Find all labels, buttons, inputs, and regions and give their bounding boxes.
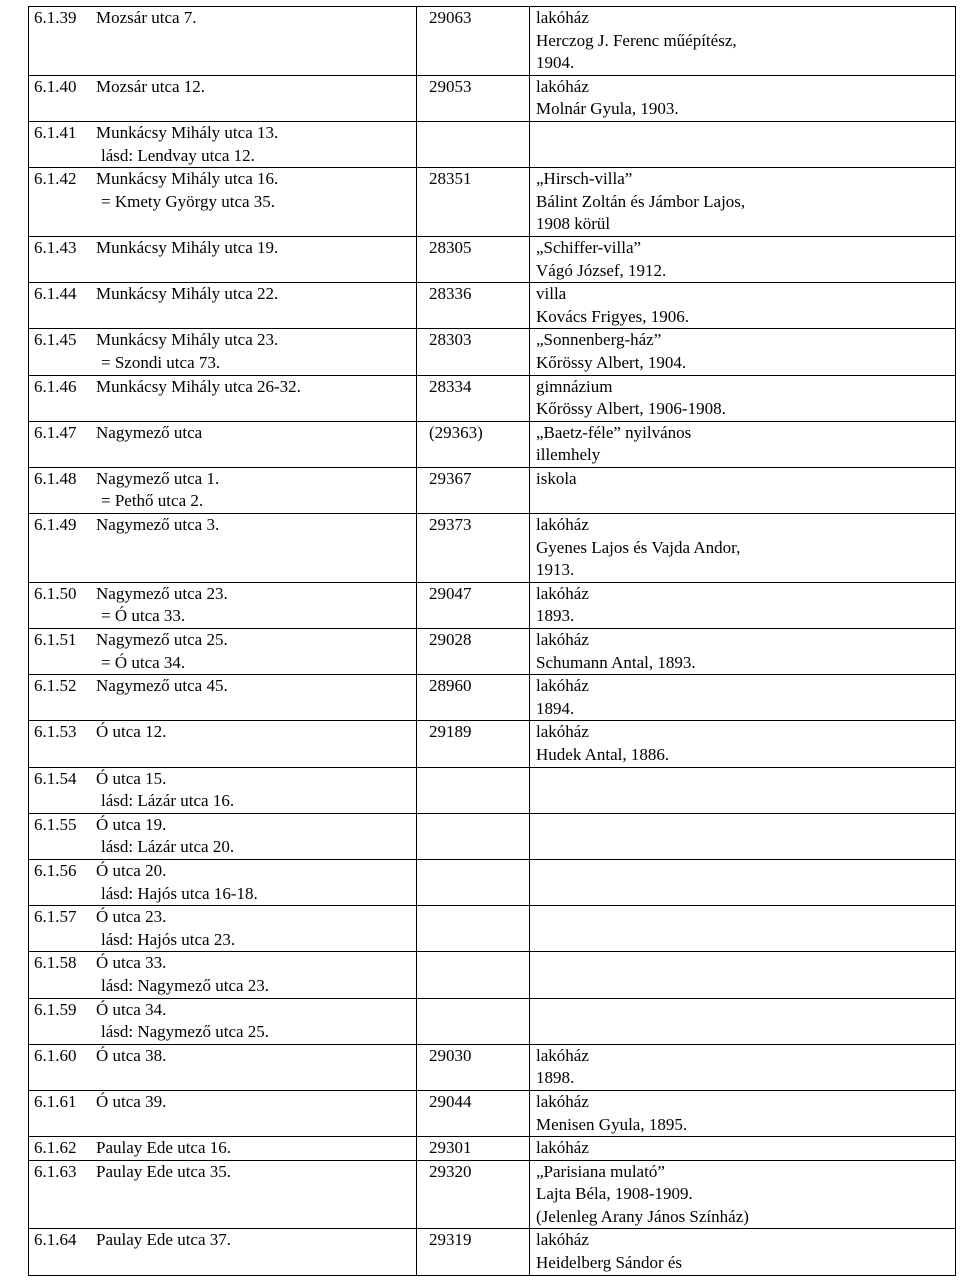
street-address: Mozsár utca 7.	[96, 8, 197, 27]
address-line	[34, 814, 416, 837]
address-line	[34, 999, 416, 1022]
item-number: 6.1.40	[34, 76, 77, 96]
street-address: Ó utca 34.	[96, 999, 167, 1019]
description-cell	[530, 168, 956, 237]
address-cell	[29, 1160, 417, 1229]
street-address: Munkácsy Mihály utca 13.	[96, 122, 279, 142]
building-type: lakóház	[536, 722, 589, 742]
description-cell	[530, 75, 956, 121]
monument-list-document	[28, 6, 956, 1276]
address-cell	[29, 906, 417, 952]
parcel-number-cell	[417, 813, 530, 859]
architect-info: Kőrössy Albert, 1906-1908.	[536, 399, 726, 419]
parcel-number-cell	[417, 582, 530, 628]
description-cell	[530, 767, 956, 813]
item-number: 6.1.50	[34, 583, 77, 603]
street-address: Munkácsy Mihály utca 22.	[96, 284, 279, 304]
description-cell	[530, 906, 956, 952]
street-address: Munkácsy Mihály utca 19.	[96, 237, 279, 257]
address-line	[34, 583, 416, 606]
street-address: Paulay Ede utca 35.	[96, 1161, 232, 1181]
parcel-number: 29373	[429, 515, 472, 535]
address-cell	[29, 629, 417, 675]
address-line	[34, 76, 416, 99]
description-cell	[530, 421, 956, 467]
parcel-number-cell	[417, 952, 530, 998]
description-cell	[530, 329, 956, 375]
address-cell	[29, 421, 417, 467]
address-line	[34, 675, 416, 698]
parcel-number-cell	[417, 629, 530, 675]
monument-table-body	[29, 7, 956, 1276]
parcel-number: 29044	[429, 1091, 472, 1111]
address-cell	[29, 375, 417, 421]
street-address: Nagymező utca 23.	[96, 583, 228, 603]
address-line	[34, 283, 416, 306]
parcel-number: 28305	[429, 237, 472, 257]
address-line	[34, 768, 416, 791]
building-type: „Hirsch-villa”	[536, 169, 633, 189]
description-cell	[530, 283, 956, 329]
parcel-number-cell	[417, 514, 530, 583]
alternate-address: = Kmety György utca 35.	[101, 191, 276, 211]
parcel-number-cell	[417, 721, 530, 767]
parcel-number-cell	[417, 283, 530, 329]
address-cell	[29, 329, 417, 375]
street-address: Mozsár utca 12.	[96, 76, 206, 96]
architect-info: Bálint Zoltán és Jámbor Lajos,	[536, 191, 746, 211]
alternate-address: lásd: Lázár utca 16.	[101, 791, 235, 811]
alternate-address: lásd: Nagymező utca 23.	[101, 975, 270, 995]
building-type: gimnázium	[536, 376, 613, 396]
parcel-number-cell	[417, 998, 530, 1044]
description-cell	[530, 813, 956, 859]
address-cell	[29, 813, 417, 859]
building-type: „Baetz-féle” nyilvános	[536, 422, 692, 442]
street-address: Munkácsy Mihály utca 23.	[96, 330, 279, 350]
address-line	[34, 629, 416, 652]
parcel-number-cell	[417, 1160, 530, 1229]
table-row	[29, 1137, 956, 1161]
address-line	[34, 122, 416, 145]
building-type: lakóház	[536, 8, 589, 27]
parcel-number: 29320	[429, 1161, 472, 1181]
address-line	[34, 1229, 416, 1252]
architect-info: 1904.	[536, 53, 575, 73]
building-type: lakóház	[536, 1230, 589, 1250]
building-type: „Sonnenberg-ház”	[536, 330, 662, 350]
alternate-address: lásd: Hajós utca 16-18.	[101, 883, 258, 903]
architect-info: Gyenes Lajos és Vajda Andor,	[536, 537, 741, 557]
description-cell	[530, 1229, 956, 1275]
parcel-number: 29028	[429, 630, 472, 650]
description-cell	[530, 467, 956, 513]
table-row	[29, 859, 956, 905]
alternate-address: = Pethő utca 2.	[101, 491, 204, 511]
item-number: 6.1.43	[34, 237, 77, 257]
address-line	[34, 1161, 416, 1184]
architect-info: illemhely	[536, 445, 601, 465]
alternate-address: lásd: Hajós utca 23.	[101, 929, 236, 949]
architect-info: Hudek Antal, 1886.	[536, 745, 670, 764]
parcel-number-cell	[417, 121, 530, 167]
table-row	[29, 1160, 956, 1229]
address-cell	[29, 121, 417, 167]
address-cell	[29, 721, 417, 767]
address-cell	[29, 582, 417, 628]
building-type: „Schiffer-villa”	[536, 237, 642, 257]
table-row	[29, 998, 956, 1044]
parcel-number: 29047	[429, 583, 472, 603]
address-line	[34, 422, 416, 445]
building-type: iskola	[536, 468, 577, 488]
parcel-number-cell	[417, 1137, 530, 1161]
table-row	[29, 375, 956, 421]
item-number: 6.1.48	[34, 468, 77, 488]
parcel-number: 29030	[429, 1045, 472, 1065]
address-line	[34, 1091, 416, 1114]
table-row	[29, 582, 956, 628]
description-cell	[530, 859, 956, 905]
table-row	[29, 467, 956, 513]
monument-table	[28, 6, 956, 1276]
description-cell	[530, 675, 956, 721]
building-type: villa	[536, 284, 567, 304]
street-address: Nagymező utca 1.	[96, 468, 220, 488]
item-number: 6.1.53	[34, 722, 77, 742]
parcel-number: 28960	[429, 676, 472, 696]
parcel-number: 29063	[429, 8, 472, 27]
table-row	[29, 767, 956, 813]
table-row	[29, 121, 956, 167]
architect-info: Heidelberg Sándor és	[536, 1253, 683, 1273]
street-address: Nagymező utca 25.	[96, 630, 228, 650]
table-row	[29, 675, 956, 721]
street-address: Ó utca 39.	[96, 1091, 167, 1111]
description-cell	[530, 1160, 956, 1229]
architect-info: (Jelenleg Arany János Színház)	[536, 1206, 749, 1226]
description-cell	[530, 1137, 956, 1161]
address-line	[34, 1045, 416, 1068]
building-type: „Parisiana mulató”	[536, 1161, 665, 1181]
parcel-number-cell	[417, 329, 530, 375]
address-line	[34, 514, 416, 537]
item-number: 6.1.39	[34, 8, 77, 27]
address-cell	[29, 998, 417, 1044]
description-cell	[530, 952, 956, 998]
parcel-number: 29053	[429, 76, 472, 96]
item-number: 6.1.46	[34, 376, 77, 396]
parcel-number-cell	[417, 75, 530, 121]
item-number: 6.1.64	[34, 1230, 77, 1250]
architect-info: 1913.	[536, 560, 575, 580]
alternate-address: lásd: Lendvay utca 12.	[101, 145, 255, 165]
parcel-number-cell	[417, 767, 530, 813]
street-address: Ó utca 20.	[96, 860, 167, 880]
street-address: Nagymező utca 3.	[96, 515, 220, 535]
architect-info: Menisen Gyula, 1895.	[536, 1114, 688, 1134]
table-row	[29, 629, 956, 675]
address-cell	[29, 859, 417, 905]
description-cell	[530, 582, 956, 628]
building-type: lakóház	[536, 1045, 589, 1065]
address-cell	[29, 1137, 417, 1161]
item-number: 6.1.57	[34, 907, 77, 927]
building-type: lakóház	[536, 583, 589, 603]
street-address: Paulay Ede utca 37.	[96, 1230, 232, 1250]
address-line	[34, 237, 416, 260]
description-cell	[530, 7, 956, 76]
building-type: lakóház	[536, 1138, 589, 1158]
parcel-number-cell	[417, 859, 530, 905]
description-cell	[530, 514, 956, 583]
street-address: Nagymező utca	[96, 422, 203, 442]
item-number: 6.1.51	[34, 630, 77, 650]
architect-info: Herczog J. Ferenc műépítész,	[536, 30, 737, 50]
address-cell	[29, 675, 417, 721]
architect-info: 1894.	[536, 698, 575, 718]
architect-info: Schumann Antal, 1893.	[536, 652, 696, 672]
address-cell	[29, 7, 417, 76]
item-number: 6.1.42	[34, 169, 77, 189]
item-number: 6.1.59	[34, 999, 77, 1019]
parcel-number-cell	[417, 168, 530, 237]
building-type: lakóház	[536, 676, 589, 696]
table-row	[29, 1044, 956, 1090]
table-row	[29, 952, 956, 998]
parcel-number-cell	[417, 1229, 530, 1275]
alternate-address: lásd: Lázár utca 20.	[101, 837, 235, 857]
street-address: Ó utca 33.	[96, 953, 167, 973]
parcel-number-cell	[417, 467, 530, 513]
alternate-address: = Ó utca 33.	[101, 606, 186, 626]
parcel-number-cell	[417, 906, 530, 952]
parcel-number: 28351	[429, 169, 472, 189]
parcel-number-cell	[417, 1090, 530, 1136]
address-line	[34, 1137, 416, 1160]
item-number: 6.1.61	[34, 1091, 77, 1111]
table-row	[29, 168, 956, 237]
item-number: 6.1.47	[34, 422, 77, 442]
table-row	[29, 721, 956, 767]
address-cell	[29, 952, 417, 998]
description-cell	[530, 121, 956, 167]
table-row	[29, 813, 956, 859]
address-line	[34, 7, 416, 30]
item-number: 6.1.45	[34, 330, 77, 350]
street-address: Munkácsy Mihály utca 26-32.	[96, 376, 301, 396]
alternate-address: lásd: Nagymező utca 25.	[101, 1022, 270, 1042]
address-cell	[29, 236, 417, 282]
building-type: lakóház	[536, 515, 589, 535]
item-number: 6.1.60	[34, 1045, 77, 1065]
address-cell	[29, 1229, 417, 1275]
address-line	[34, 952, 416, 975]
address-cell	[29, 168, 417, 237]
address-cell	[29, 1044, 417, 1090]
parcel-number-cell	[417, 1044, 530, 1090]
architect-info: 1893.	[536, 606, 575, 626]
address-cell	[29, 767, 417, 813]
architect-info: Molnár Gyula, 1903.	[536, 99, 679, 119]
address-line	[34, 721, 416, 744]
architect-info: 1908 körül	[536, 214, 611, 234]
address-line	[34, 906, 416, 929]
architect-info: 1898.	[536, 1068, 575, 1088]
parcel-number-cell	[417, 375, 530, 421]
address-cell	[29, 467, 417, 513]
parcel-number: 29301	[429, 1138, 472, 1158]
architect-info: Vágó József, 1912.	[536, 260, 667, 280]
address-line	[34, 329, 416, 352]
parcel-number: 29319	[429, 1230, 472, 1250]
street-address: Ó utca 19.	[96, 814, 167, 834]
item-number: 6.1.52	[34, 676, 77, 696]
parcel-number: 29367	[429, 468, 472, 488]
street-address: Paulay Ede utca 16.	[96, 1138, 232, 1158]
alternate-address: = Ó utca 34.	[101, 652, 186, 672]
parcel-number: 28334	[429, 376, 472, 396]
description-cell	[530, 375, 956, 421]
architect-info: Kőrössy Albert, 1904.	[536, 352, 687, 372]
street-address: Ó utca 15.	[96, 768, 167, 788]
parcel-number-cell	[417, 675, 530, 721]
parcel-number: 28303	[429, 330, 472, 350]
item-number: 6.1.41	[34, 122, 77, 142]
item-number: 6.1.44	[34, 284, 77, 304]
street-address: Ó utca 12.	[96, 722, 167, 742]
alternate-address: = Szondi utca 73.	[101, 352, 221, 372]
street-address: Nagymező utca 45.	[96, 676, 228, 696]
item-number: 6.1.62	[34, 1138, 77, 1158]
parcel-number-cell	[417, 421, 530, 467]
item-number: 6.1.63	[34, 1161, 77, 1181]
table-row	[29, 906, 956, 952]
item-number: 6.1.58	[34, 953, 77, 973]
table-row	[29, 236, 956, 282]
address-line	[34, 376, 416, 399]
address-line	[34, 468, 416, 491]
parcel-number-cell	[417, 236, 530, 282]
architect-info: Lajta Béla, 1908-1909.	[536, 1184, 693, 1204]
parcel-number: 29189	[429, 722, 472, 742]
address-cell	[29, 1090, 417, 1136]
parcel-number-cell	[417, 7, 530, 76]
address-line	[34, 860, 416, 883]
address-cell	[29, 283, 417, 329]
table-row	[29, 75, 956, 121]
building-type: lakóház	[536, 1091, 589, 1111]
table-row	[29, 283, 956, 329]
street-address: Munkácsy Mihály utca 16.	[96, 169, 279, 189]
item-number: 6.1.49	[34, 515, 77, 535]
table-row	[29, 421, 956, 467]
table-row	[29, 1090, 956, 1136]
item-number: 6.1.54	[34, 768, 77, 788]
address-cell	[29, 514, 417, 583]
table-row	[29, 514, 956, 583]
description-cell	[530, 1044, 956, 1090]
description-cell	[530, 629, 956, 675]
description-cell	[530, 998, 956, 1044]
parcel-number: (29363)	[429, 422, 483, 442]
architect-info: Kovács Frigyes, 1906.	[536, 306, 689, 326]
building-type: lakóház	[536, 76, 589, 96]
table-row	[29, 329, 956, 375]
item-number: 6.1.56	[34, 860, 77, 880]
address-line	[34, 168, 416, 191]
street-address: Ó utca 38.	[96, 1045, 167, 1065]
description-cell	[530, 721, 956, 767]
table-row	[29, 7, 956, 76]
parcel-number: 28336	[429, 284, 472, 304]
table-row	[29, 1229, 956, 1275]
street-address: Ó utca 23.	[96, 907, 167, 927]
description-cell	[530, 1090, 956, 1136]
description-cell	[530, 236, 956, 282]
item-number: 6.1.55	[34, 814, 77, 834]
building-type: lakóház	[536, 630, 589, 650]
address-cell	[29, 75, 417, 121]
